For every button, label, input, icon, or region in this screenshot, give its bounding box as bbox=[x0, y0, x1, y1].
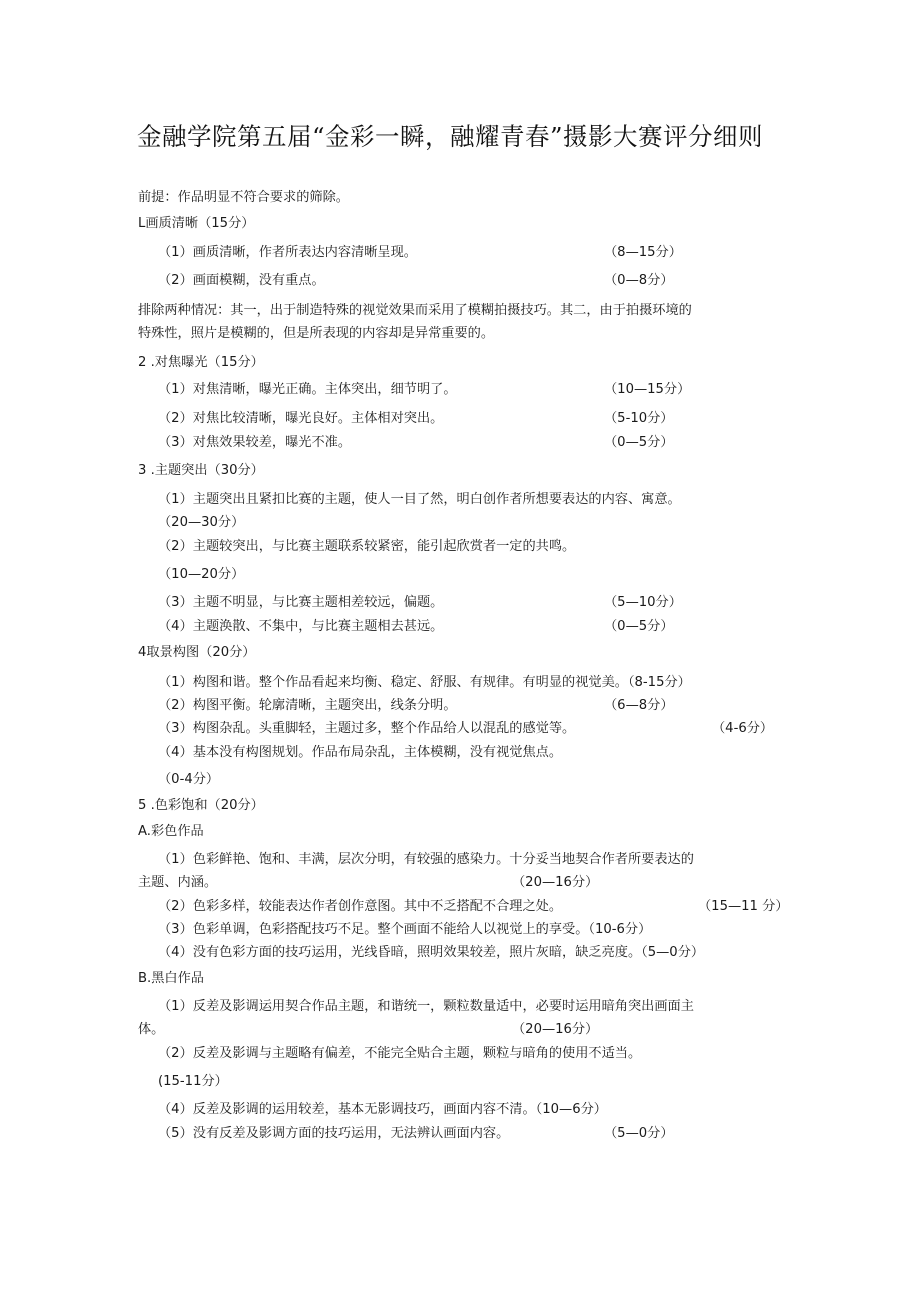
color-works-heading: A.彩色作品 bbox=[138, 824, 204, 839]
bw-item-5-score: （5—0分） bbox=[604, 1126, 674, 1141]
section-5-heading: 5 .色彩饱和（20分） bbox=[138, 798, 264, 813]
section-3-item-3: （3）主题不明显，与比赛主题相差较远，偏题。 bbox=[158, 595, 444, 610]
section-2-item-3: （3）对焦效果较差，曝光不准。 bbox=[158, 435, 352, 450]
color-item-1-score: （20—16分） bbox=[512, 875, 599, 890]
premise-text: 前提：作品明显不符合要求的筛除。 bbox=[138, 190, 349, 205]
section-4-item-4-score: （0-4分） bbox=[158, 772, 220, 787]
section-3-item-2: （2）主题较突出，与比赛主题联系较紧密，能引起欣赏者一定的共鸣。 bbox=[158, 539, 576, 554]
section-1-item-2: （2）画面模糊，没有重点。 bbox=[158, 273, 325, 288]
section-4-item-3-score: （4-6分） bbox=[712, 721, 774, 736]
section-4-heading: 4取景构图（20分） bbox=[138, 645, 256, 660]
section-3-item-3-score: （5—10分） bbox=[604, 595, 682, 610]
color-item-3: （3）色彩单调，色彩搭配技巧不足。整个画面不能给人以视觉上的享受。（10-6分） bbox=[158, 922, 652, 937]
bw-item-5: （5）没有反差及影调方面的技巧运用，无法辨认画面内容。 bbox=[158, 1126, 510, 1141]
color-item-1-line-1: （1）色彩鲜艳、饱和、丰满，层次分明，有较强的感染力。十分妥当地契合作者所要表达的 bbox=[158, 852, 694, 867]
section-1-item-1-score: （8—15分） bbox=[604, 245, 682, 260]
section-1-note-line-2: 特殊性，照片是模糊的，但是所表现的内容却是异常重要的。 bbox=[138, 326, 495, 341]
section-3-item-1: （1）主题突出且紧扣比赛的主题，使人一目了然，明白创作者所想要表达的内容、寓意。 bbox=[158, 492, 681, 507]
section-2-heading: 2 .对焦曝光（15分） bbox=[138, 355, 264, 370]
section-3-item-4-score: （0—5分） bbox=[604, 619, 674, 634]
color-item-2: （2）色彩多样，较能表达作者创作意图。其中不乏搭配不合理之处。 bbox=[158, 899, 563, 914]
section-4-item-4: （4）基本没有构图规划。作品布局杂乱，主体模糊，没有视觉焦点。 bbox=[158, 745, 563, 760]
section-2-item-1: （1）对焦清晰，曝光正确。主体突出，细节明了。 bbox=[158, 382, 457, 397]
section-1-note-line-1: 排除两种情况：其一，出于制造特殊的视觉效果而采用了模糊拍摄技巧。其二，由于拍摄环境的 bbox=[138, 303, 692, 318]
color-item-2-score: （15—11 分） bbox=[698, 899, 789, 914]
section-2-item-2: （2）对焦比较清晰，曝光良好。主体相对突出。 bbox=[158, 411, 444, 426]
bw-item-4: （4）反差及影调的运用较差，基本无影调技巧，画面内容不清。（10—6分） bbox=[158, 1102, 607, 1117]
section-4-item-1: （1）构图和谐。整个作品看起来均衡、稳定、舒服、有规律。有明显的视觉美。（8-15分） bbox=[158, 675, 691, 690]
section-2-item-3-score: （0—5分） bbox=[604, 435, 674, 450]
bw-item-1-line-1: （1）反差及影调运用契合作品主题，和谐统一，颗粒数量适中，必要时运用暗角突出画面主 bbox=[158, 999, 694, 1014]
section-4-item-2-score: （6—8分） bbox=[604, 698, 674, 713]
section-2-item-2-score: （5-10分） bbox=[604, 411, 674, 426]
section-3-heading: 3 .主题突出（30分） bbox=[138, 463, 264, 478]
color-item-1-line-2: 主题、内涵。 bbox=[138, 875, 218, 890]
section-4-item-2: （2）构图平衡。轮廓清晰，主题突出，线条分明。 bbox=[158, 698, 457, 713]
bw-item-1-score: （20—16分） bbox=[512, 1022, 599, 1037]
section-4-item-3: （3）构图杂乱。头重脚轻，主题过多，整个作品给人以混乱的感觉等。 bbox=[158, 721, 576, 736]
page-title: 金融学院第五届“金彩一瞬，融耀青春”摄影大赛评分细则 bbox=[137, 122, 764, 151]
section-1-item-1: （1）画质清晰，作者所表达内容清晰呈现。 bbox=[158, 245, 417, 260]
section-3-item-2-score: （10—20分） bbox=[158, 567, 245, 582]
bw-item-1-line-2: 体。 bbox=[138, 1022, 165, 1037]
section-1-heading: L画质清晰（15分） bbox=[138, 216, 255, 231]
bw-item-2: （2）反差及影调与主题略有偏差，不能完全贴合主题，颗粒与暗角的使用不适当。 bbox=[158, 1046, 642, 1061]
color-item-4: （4）没有色彩方面的技巧运用，光线昏暗，照明效果较差，照片灰暗，缺乏亮度。（5—0分） bbox=[158, 945, 705, 960]
section-3-item-1-score: （20—30分） bbox=[158, 515, 245, 530]
section-3-item-4: （4）主题涣散、不集中，与比赛主题相去甚远。 bbox=[158, 619, 444, 634]
section-1-item-2-score: （0—8分） bbox=[604, 273, 674, 288]
bw-works-heading: B.黑白作品 bbox=[138, 971, 204, 986]
bw-item-2-score: (15-11分） bbox=[158, 1074, 228, 1089]
section-2-item-1-score: （10—15分） bbox=[604, 382, 691, 397]
